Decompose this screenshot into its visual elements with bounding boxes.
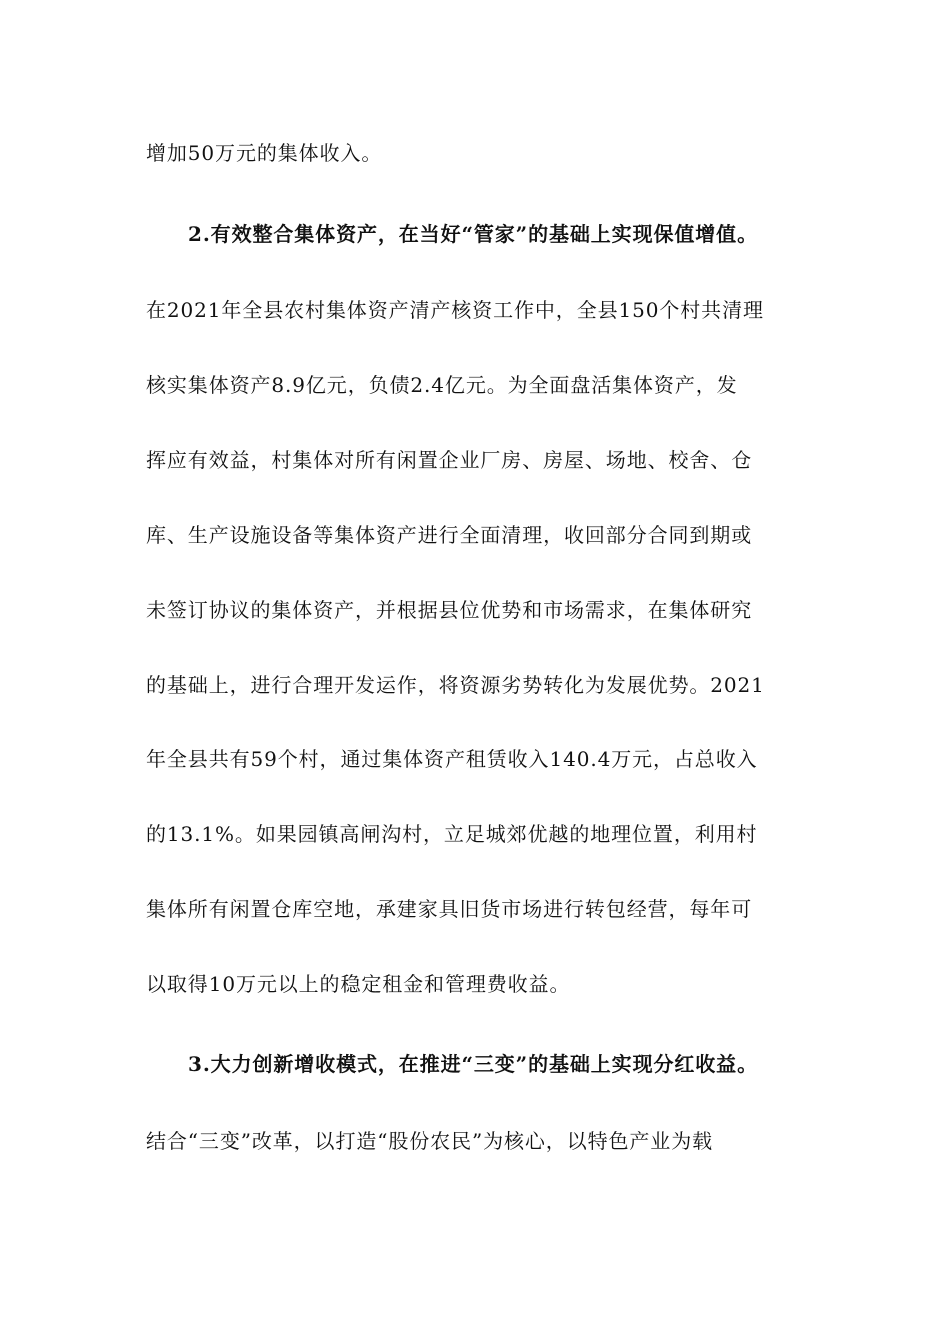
- paragraph-line: 核实集体资产8.9亿元，负债2.4亿元。为全面盘活集体资产，发: [146, 373, 738, 397]
- paragraph-line: 以取得10万元以上的稳定租金和管理费收益。: [146, 972, 571, 996]
- paragraph-line: 的基础上，进行合理开发运作，将资源劣势转化为发展优势。2021: [146, 673, 765, 697]
- paragraph-line: 挥应有效益，村集体对所有闲置企业厂房、房屋、场地、校舍、仓: [146, 448, 753, 472]
- paragraph-line: 增加50万元的集体收入。: [146, 141, 383, 165]
- section-heading: 2.有效整合集体资产，在当好“管家”的基础上实现保值增值。: [188, 222, 758, 246]
- paragraph-line: 集体所有闲置仓库空地，承建家具旧货市场进行转包经营，每年可: [146, 897, 753, 921]
- paragraph-line: 未签订协议的集体资产，并根据县位优势和市场需求，在集体研究: [146, 598, 753, 622]
- paragraph-line: 的13.1%。如果园镇高闸沟村，立足城郊优越的地理位置，利用村: [146, 822, 758, 846]
- paragraph-line: 结合“三变”改革，以打造“股份农民”为核心，以特色产业为载: [146, 1129, 713, 1153]
- section-heading: 3.大力创新增收模式，在推进“三变”的基础上实现分红收益。: [188, 1052, 758, 1076]
- paragraph-line: 库、生产设施设备等集体资产进行全面清理，收回部分合同到期或: [146, 523, 753, 547]
- paragraph-line: 在2021年全县农村集体资产清产核资工作中，全县150个村共清理: [146, 298, 764, 322]
- paragraph-line: 年全县共有59个村，通过集体资产租赁收入140.4万元，占总收入: [146, 747, 758, 771]
